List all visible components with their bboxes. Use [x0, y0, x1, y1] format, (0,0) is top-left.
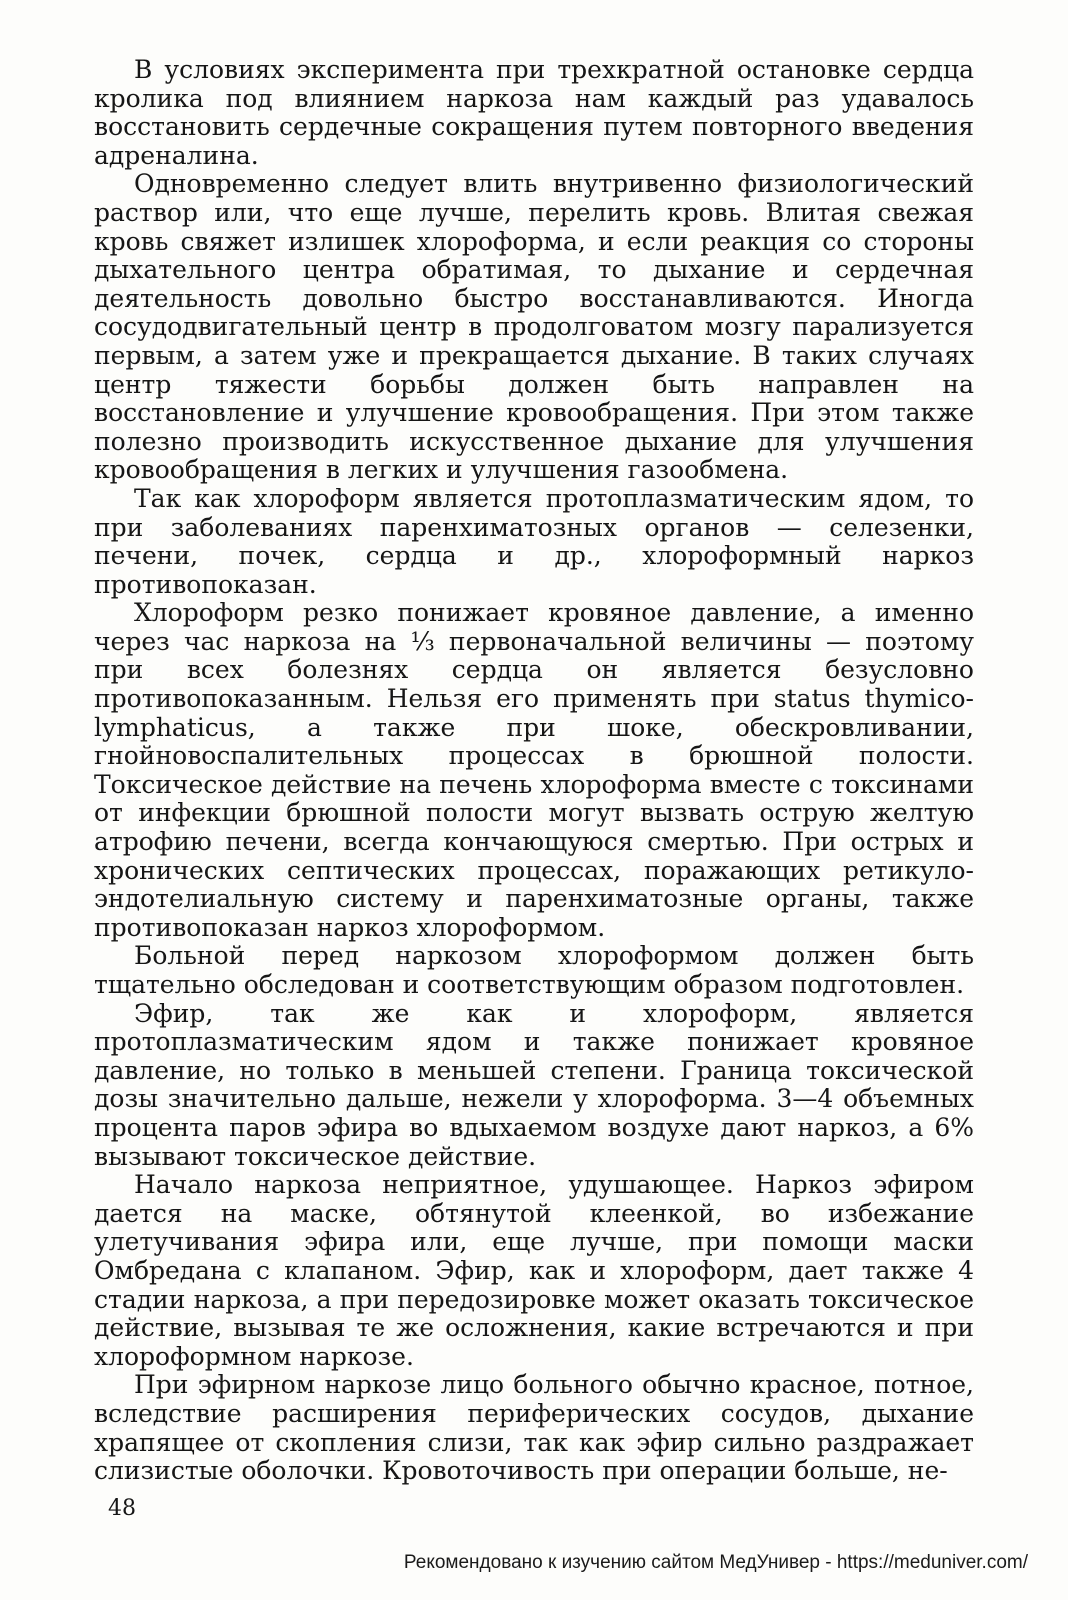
- paragraph-5: Больной перед наркозом хлороформом должен быть тщательно обследован и соответствующим образом подготовлен.: [94, 941, 974, 999]
- paragraph-2: Одновременно следует влить внутривенно физиологический раствор или, что еще лучше, перелить кровь. Влитая свежая кровь свяжет излишек хлороформа, и если реакция со стороны дыхательного центра обратимая, то дыхание и сердечная деятельность довольно быстро восстанавливаются. Иногда сосудодвигательный центр в продолговатом мозгу парализуется первым, а затем уже и прекращается дыхание. В таких случаях центр тяжести борьбы должен быть направлен на восстановление и улучшение кровообращения. При этом также полезно производить искусственное дыхание для улучшения кровообращения в легких и улучшения газообмена.: [94, 169, 974, 485]
- body-text: [94, 56, 974, 1486]
- page-number: 48: [108, 1496, 136, 1521]
- paragraph-1: В условиях эксперимента при трехкратной остановке сердца кролика под влиянием наркоза нам каждый раз удавалось восстановить сердечные сокращения путем повторного введения адреналина.: [94, 55, 974, 170]
- paragraph-8: При эфирном наркозе лицо больного обычно красное, потное, вследствие расширения периферических сосудов, дыхание храпящее от скопления слизи, так как эфир сильно раздражает слизистые оболочки. Кровоточивость при операции больше, не-: [94, 1370, 974, 1486]
- paragraph-6: Эфир, так же как и хлороформ, является протоплазматическим ядом и также понижает кровяное давление, но только в меньшей степени. Граница токсической дозы значительно дальше, нежели у хлороформа. 3—4 объемных процента паров эфира во вдыхаемом воздухе дают наркоз, а 6% вызывают токсическое действие.: [94, 998, 974, 1171]
- paragraph-3: Так как хлороформ является протоплазматическим ядом, то при заболеваниях паренхиматозных органов — селезенки, печени, почек, сердца и др., хлороформный наркоз противопоказан.: [94, 483, 974, 599]
- paragraph-7: Начало наркоза неприятное, удушающее. Наркоз эфиром дается на маске, обтянутой клеенкой, во избежание улетучивания эфира или, еще лучше, при помощи маски Омбредана с клапаном. Эфир, как и хлороформ, дает также 4 стадии наркоза, а при передозировке может оказать токсическое действие, вызывая те же осложнения, какие встречаются и при хлороформном наркозе.: [94, 1170, 974, 1371]
- footer-recommendation: Рекомендовано к изучению сайтом МедУнивер - https://meduniver.com/: [403, 1552, 1028, 1573]
- paragraph-4: Хлороформ резко понижает кровяное давление, а именно через час наркоза на ⅓ первоначальной величины — поэтому при всех болезнях сердца он является безусловно противопоказанным. Нельзя его применять при status thymico-lymphaticus, а также при шоке, обескровливании, гнойновоспалительных процессах в брюшной полости. Токсическое действие на печень хлороформа вместе с токсинами от инфекции брюшной полости могут вызвать острую желтую атрофию печени, всегда кончающуюся смертью. При острых и хронических септических процессах, поражающих ретикуло-эндотелиальную систему и паренхиматозные органы, также противопоказан наркоз хлороформом.: [94, 598, 974, 942]
